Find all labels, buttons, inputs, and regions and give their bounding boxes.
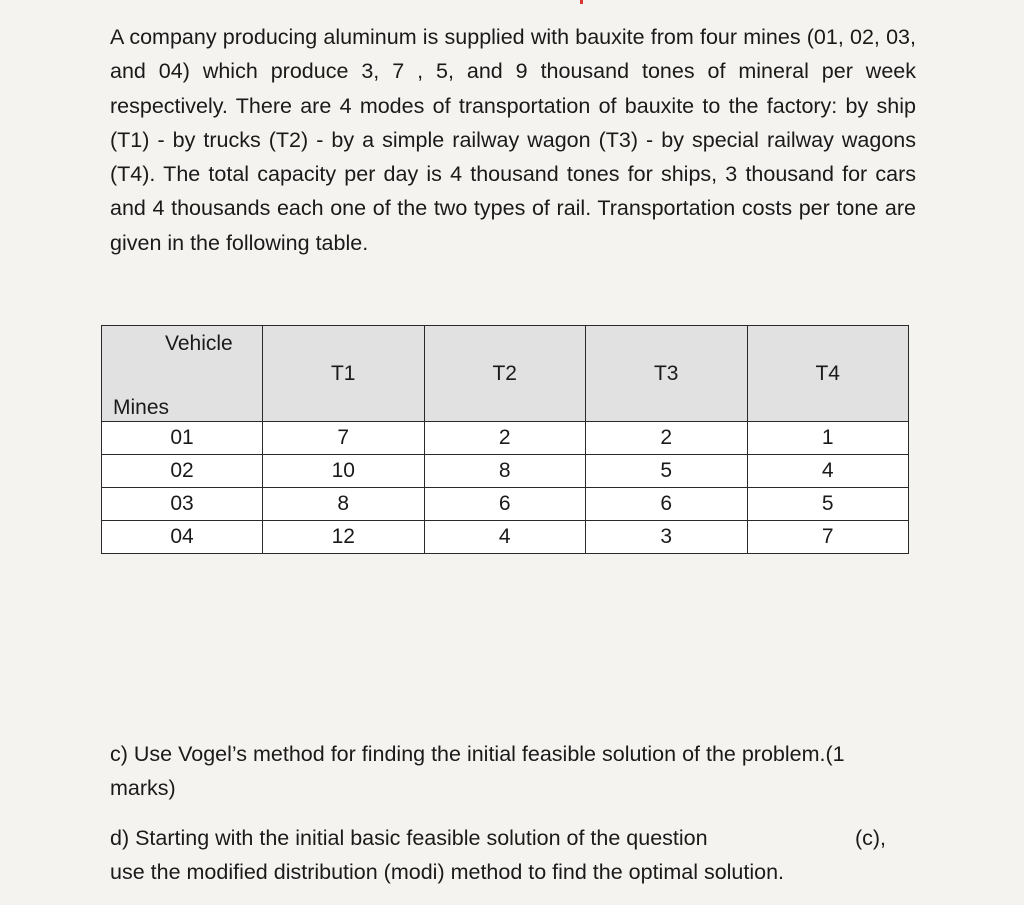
transport-cost-table: [101, 325, 909, 554]
vehicle-label: Vehicle: [165, 332, 233, 355]
question-d: [110, 821, 910, 890]
question-c: c) Use Vogel’s method for finding the initial feasible solution of the problem.(1 marks): [110, 742, 845, 801]
cost-cell: 2: [586, 422, 748, 455]
cost-cell: 5: [747, 488, 909, 521]
mine-label: 02: [102, 455, 263, 488]
column-header-t2: T2: [424, 326, 586, 422]
cost-cell: 2: [424, 422, 586, 455]
mine-label: 01: [102, 422, 263, 455]
cost-cell: 6: [586, 488, 748, 521]
cost-cell: 3: [586, 521, 748, 554]
intro-paragraph: A company producing aluminum is supplied with bauxite from four mines (01, 02, 03, and 04) which produce 3, 7 , 5, and 9 thousand tones of mineral per week respectively. There are 4 modes of transportation of bauxite to the factory: by ship (T1) - by trucks (T2) - by a simple railway wagon (T3) - by special railway wagons (T4). The total capacity per day is 4 thousand tones for ships, 3 thousand for cars and 4 thousands each one of the two types of rail. Transportation costs per tone are given in the following table.: [110, 25, 916, 255]
table-corner-cell: [102, 326, 263, 422]
question-d-line2: use the modified distribution (modi) method to find the optimal solution.: [110, 860, 785, 885]
column-header-t3: T3: [586, 326, 748, 422]
cost-cell: 6: [424, 488, 586, 521]
cost-cell: 8: [263, 488, 425, 521]
table-header-row: [102, 326, 909, 422]
mines-label: Mines: [113, 396, 170, 419]
table-row: [102, 455, 909, 488]
column-header-t1: T1: [263, 326, 425, 422]
table-row: [102, 488, 909, 521]
question-d-line1: [110, 821, 886, 855]
question-d-ref: (c),: [854, 826, 886, 850]
cost-cell: 1: [747, 422, 909, 455]
cost-cell: 8: [424, 455, 586, 488]
table-row: [102, 521, 909, 554]
cost-cell: 4: [424, 521, 586, 554]
top-red-mark: [580, 0, 583, 4]
question-d-text: d) Starting with the initial basic feasible solution of the question: [110, 826, 708, 850]
cost-cell: 12: [263, 521, 425, 554]
mine-label: 04: [102, 521, 263, 554]
table-row: [102, 422, 909, 455]
cost-cell: 4: [747, 455, 909, 488]
cost-cell: 10: [263, 455, 425, 488]
cost-cell: 7: [263, 422, 425, 455]
cost-cell: 5: [586, 455, 748, 488]
cost-cell: 7: [747, 521, 909, 554]
mine-label: 03: [102, 488, 263, 521]
column-header-t4: T4: [747, 326, 909, 422]
